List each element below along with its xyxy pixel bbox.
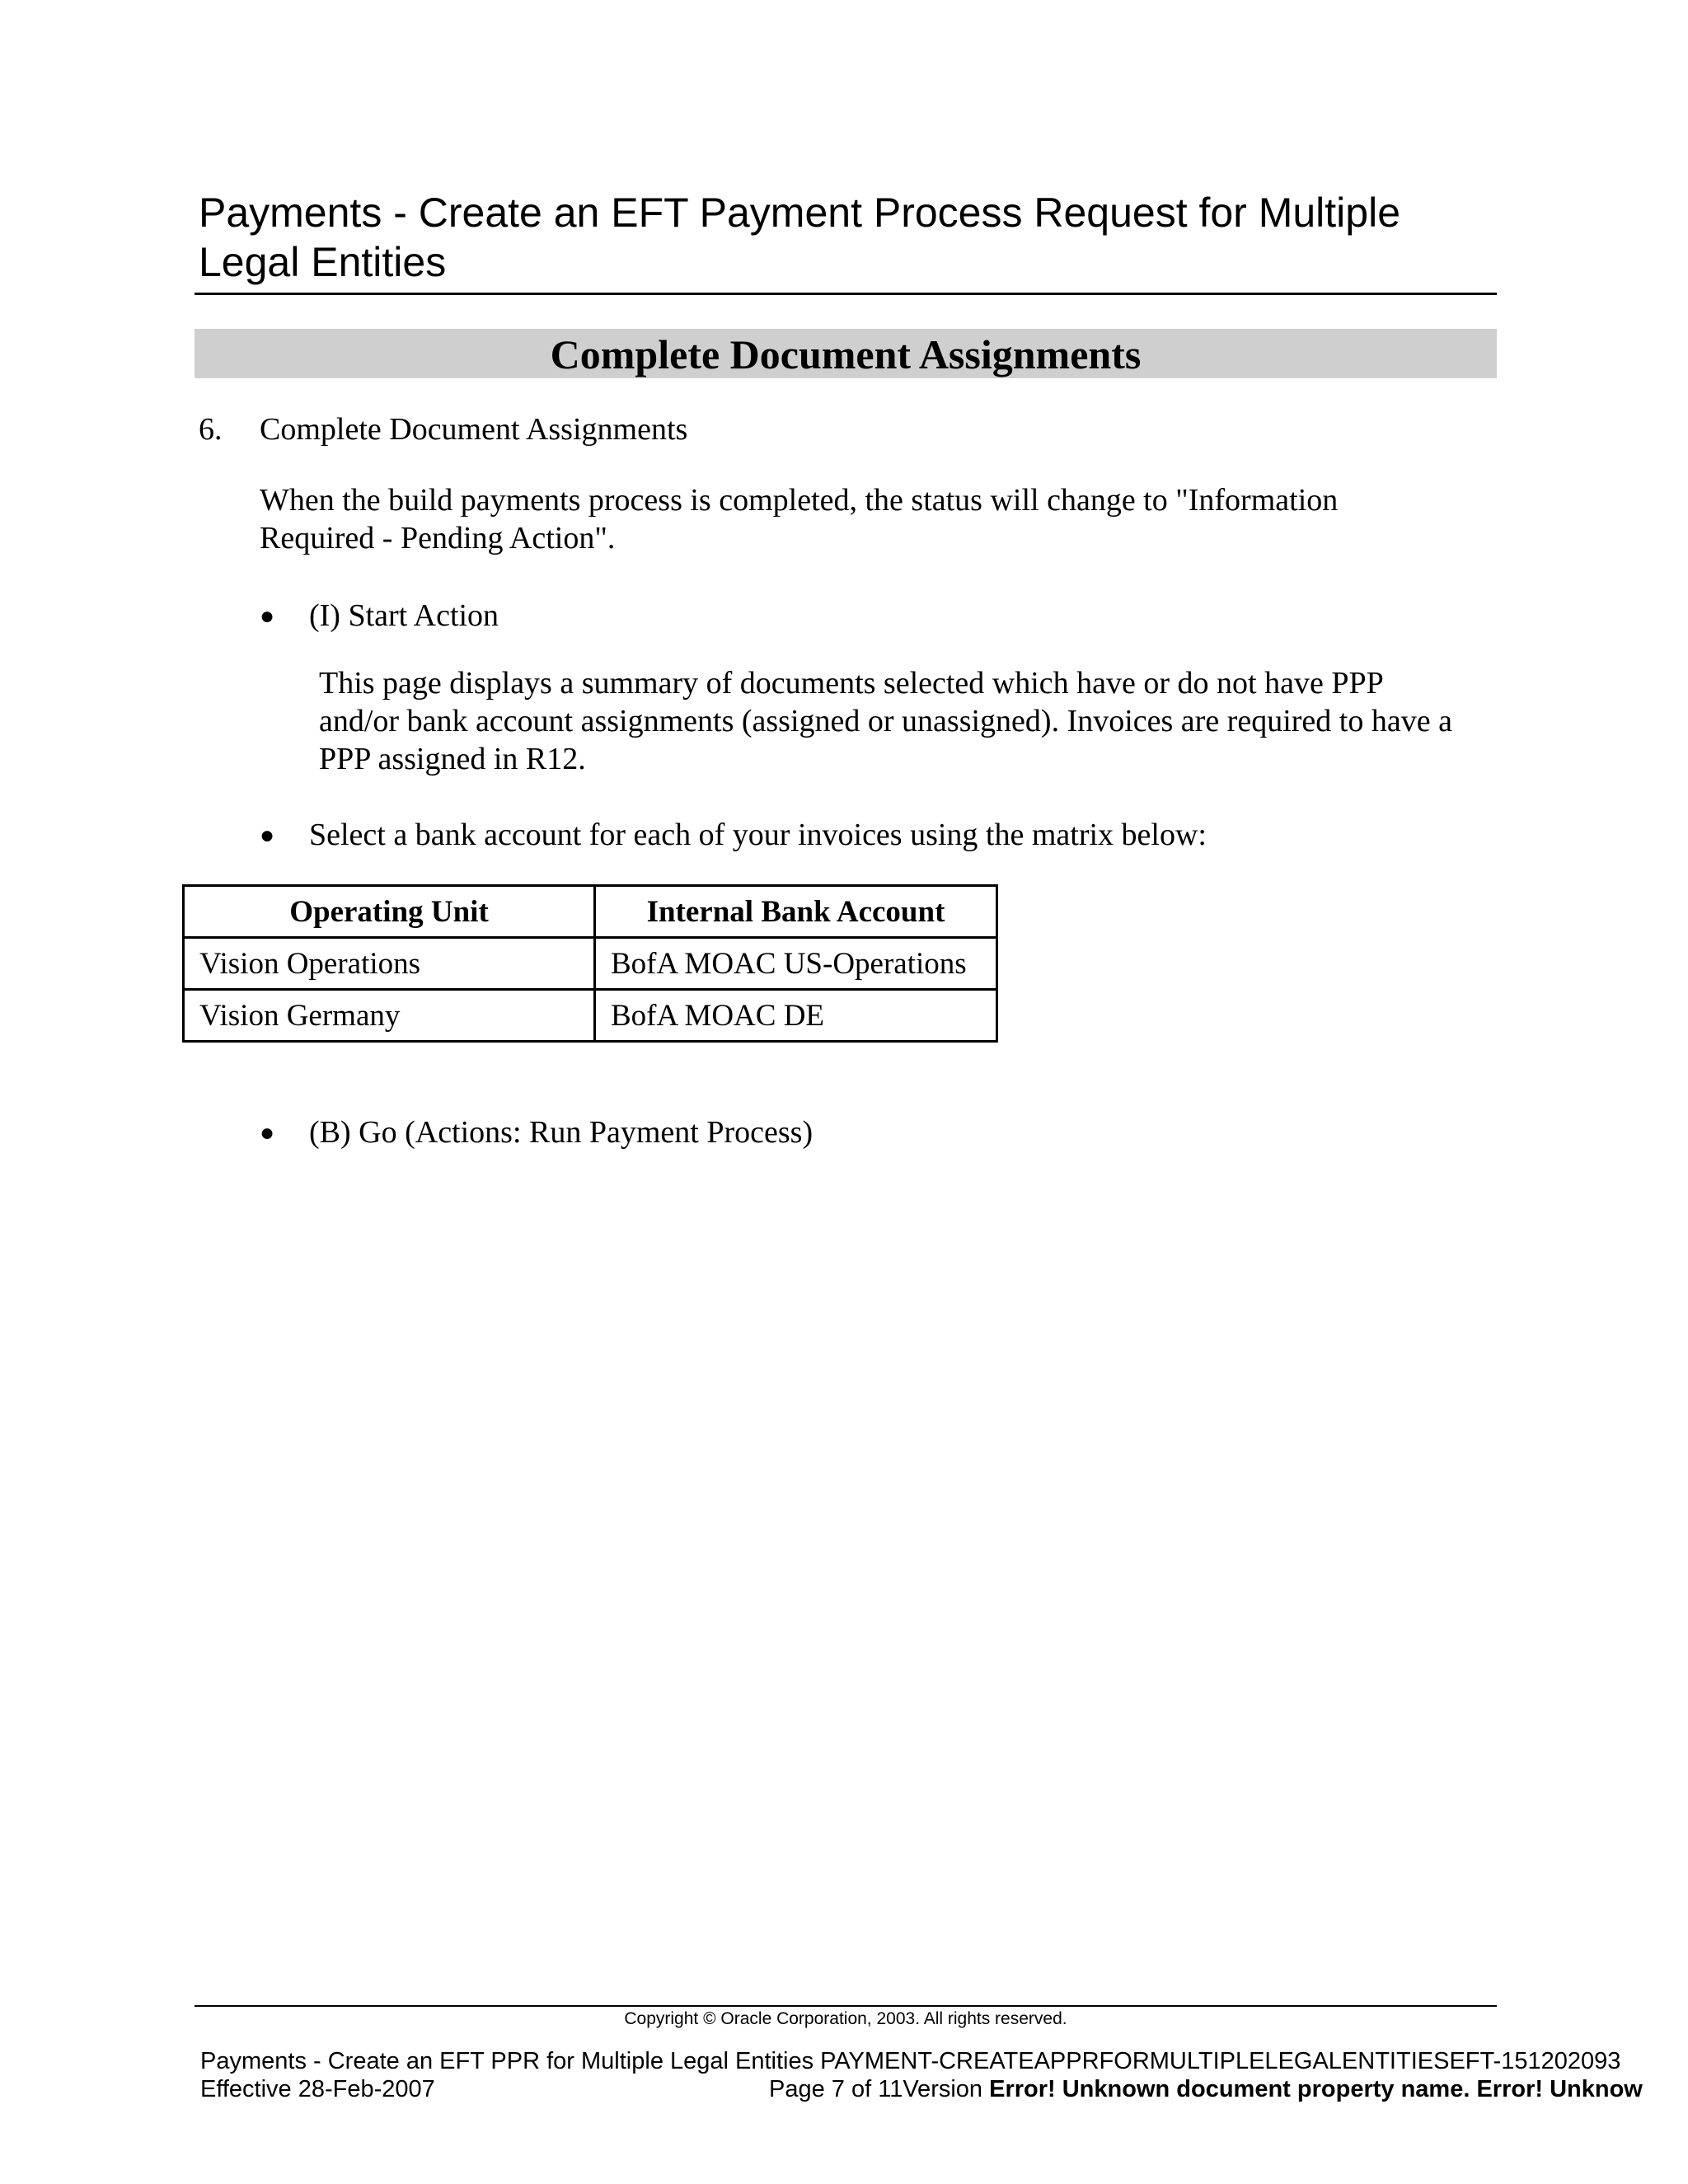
title-divider bbox=[195, 293, 1497, 295]
table-cell: BofA MOAC US-Operations bbox=[595, 938, 997, 990]
step-number: 6. bbox=[199, 412, 223, 447]
version-error-text: Error! Unknown document property name. Error! Unknow bbox=[989, 2076, 1643, 2102]
bullet-icon: ● bbox=[260, 602, 275, 630]
column-header: Operating Unit bbox=[184, 886, 595, 938]
step-title: Complete Document Assignments bbox=[260, 412, 688, 447]
section-heading: Complete Document Assignments bbox=[195, 329, 1497, 378]
footer-divider bbox=[195, 2005, 1497, 2007]
bullet-text: Select a bank account for each of your invoices using the matrix below: bbox=[309, 818, 1207, 852]
bank-account-matrix bbox=[182, 884, 998, 1043]
column-header: Internal Bank Account bbox=[595, 886, 997, 938]
step-description: When the build payments process is completed, the status will change to "Information Required - Pending Action". bbox=[260, 483, 1339, 555]
footer-effective-date: Effective 28-Feb-2007 bbox=[200, 2076, 435, 2102]
copyright-notice: Copyright © Oracle Corporation, 2003. All rights reserved. bbox=[624, 2009, 1067, 2028]
table-cell: BofA MOAC DE bbox=[595, 990, 997, 1042]
table-row bbox=[184, 938, 997, 990]
table-row bbox=[184, 990, 997, 1042]
bullet-item bbox=[260, 814, 1207, 856]
bullet-item bbox=[260, 595, 499, 637]
bullet-text: (B) Go (Actions: Run Payment Process) bbox=[309, 1115, 814, 1150]
table-cell: Vision Operations bbox=[184, 938, 595, 990]
bullet-item bbox=[260, 1112, 813, 1154]
step-heading bbox=[199, 409, 687, 450]
bullet-icon: ● bbox=[260, 822, 275, 849]
footer-page-info bbox=[769, 2075, 1643, 2103]
document-title: Payments - Create an EFT Payment Process Request for Multiple Legal Entities bbox=[199, 190, 1401, 285]
bullet-icon: ● bbox=[260, 1119, 275, 1146]
table-cell: Vision Germany bbox=[184, 990, 595, 1042]
page-number: Page 7 of 11Version bbox=[769, 2076, 983, 2102]
table-header-row bbox=[184, 886, 997, 938]
bullet-text: (I) Start Action bbox=[309, 598, 499, 633]
bullet-detail: This page displays a summary of documents selected which have or do not have PPP and/or bank account assignments (assigned or unassigned). Invoices are required to have a PPP assigned in R12. bbox=[319, 666, 1452, 776]
footer-document-name: Payments - Create an EFT PPR for Multiple Legal Entities PAYMENT-CREATEAPPRFORMULTIPLELEGALENTITIESEFT-151202093 bbox=[200, 2048, 1621, 2074]
